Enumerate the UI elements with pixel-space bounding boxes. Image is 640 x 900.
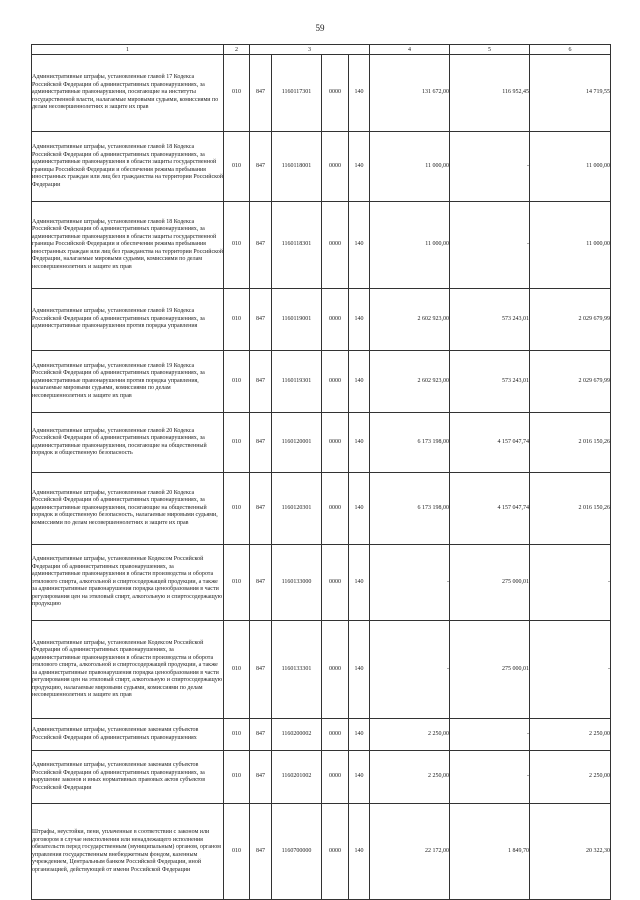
row-code-kbk: 1160201002: [272, 751, 322, 804]
row-plan-amount: 22 172,00: [370, 804, 450, 900]
row-plan-amount: 2 602 923,00: [370, 351, 450, 413]
row-description: Административные штрафы, установленные законами субъектов Российской Федерации об административных правонарушениях: [32, 719, 224, 751]
row-code-admin: 010: [224, 804, 250, 900]
row-code-sub: 0000: [322, 55, 349, 132]
row-remaining-amount: -: [530, 621, 611, 719]
table-row: [32, 351, 611, 413]
row-remaining-amount: 2 250,00: [530, 719, 611, 751]
row-code-admin: 010: [224, 202, 250, 289]
row-code-sub: 0000: [322, 132, 349, 202]
report-table: [31, 44, 611, 900]
row-executed-amount: -: [450, 132, 530, 202]
row-code-chapter: 847: [250, 413, 272, 473]
row-executed-amount: 573 243,01: [450, 351, 530, 413]
row-executed-amount: -: [450, 719, 530, 751]
row-code-admin: 010: [224, 751, 250, 804]
row-code-admin: 010: [224, 55, 250, 132]
row-remaining-amount: 11 000,00: [530, 202, 611, 289]
header-col-1: 1: [32, 45, 224, 55]
row-remaining-amount: 11 000,00: [530, 132, 611, 202]
header-col-5: 5: [450, 45, 530, 55]
row-code-kosgu: 140: [349, 289, 370, 351]
row-plan-amount: 2 250,00: [370, 751, 450, 804]
row-code-chapter: 847: [250, 804, 272, 900]
table-row: [32, 804, 611, 900]
row-code-kbk: 1160117301: [272, 55, 322, 132]
row-code-sub: 0000: [322, 545, 349, 621]
row-code-kbk: 1160133301: [272, 621, 322, 719]
row-code-admin: 010: [224, 621, 250, 719]
row-code-kbk: 1160119001: [272, 289, 322, 351]
row-plan-amount: 11 000,00: [370, 202, 450, 289]
row-description: Административные штрафы, установленные законами субъектов Российской Федерации об административных правонарушениях, за нарушение законов и иных нормативных правовых актов субъектов Российской Федерации: [32, 751, 224, 804]
row-code-admin: 010: [224, 545, 250, 621]
row-plan-amount: 2 250,00: [370, 719, 450, 751]
header-col-6: 6: [530, 45, 611, 55]
row-remaining-amount: 20 322,30: [530, 804, 611, 900]
row-remaining-amount: -: [530, 545, 611, 621]
row-code-admin: 010: [224, 473, 250, 545]
table-row: [32, 289, 611, 351]
row-description: Штрафы, неустойки, пени, уплаченные в соответствии с законом или договором в случае неисполнения или ненадлежащего исполнения обязательств перед государственным (муниципальным) органом, органом управления государственным внебюджетным фондом, казенным учреждением, Центральным банком Российской Федерации, иной организацией, действующей от имени Российской Федерации: [32, 804, 224, 900]
row-code-kbk: 1160120301: [272, 473, 322, 545]
table-row: [32, 473, 611, 545]
row-code-chapter: 847: [250, 351, 272, 413]
row-remaining-amount: 2 016 150,26: [530, 473, 611, 545]
row-description: Административные штрафы, установленные главой 20 Кодекса Российской Федерации об административных правонарушениях, за административные правонарушения, посягающие на общественный порядок и общественную безопасность, налагаемые мировыми судьями, комиссиями по делам несовершеннолетних и защите их прав: [32, 473, 224, 545]
table-row: [32, 719, 611, 751]
row-code-chapter: 847: [250, 55, 272, 132]
row-plan-amount: 131 672,00: [370, 55, 450, 132]
page-number: 59: [315, 23, 325, 33]
row-plan-amount: 2 602 923,00: [370, 289, 450, 351]
row-code-kosgu: 140: [349, 55, 370, 132]
table-body: [32, 55, 611, 900]
row-code-sub: 0000: [322, 804, 349, 900]
row-executed-amount: 275 000,01: [450, 621, 530, 719]
row-code-kbk: 1160118001: [272, 132, 322, 202]
row-code-admin: 010: [224, 289, 250, 351]
row-description: Административные штрафы, установленные главой 19 Кодекса Российской Федерации об административных правонарушениях, за административные правонарушения против порядка управления, налагаемые мировыми судьями, комиссиями по делам несовершеннолетних и защите их прав: [32, 351, 224, 413]
row-code-chapter: 847: [250, 202, 272, 289]
row-executed-amount: 573 243,01: [450, 289, 530, 351]
row-code-admin: 010: [224, 719, 250, 751]
table-row: [32, 621, 611, 719]
row-code-sub: 0000: [322, 413, 349, 473]
row-code-chapter: 847: [250, 545, 272, 621]
table-row: [32, 545, 611, 621]
row-description: Административные штрафы, установленные Кодексом Российской Федерации об административных правонарушениях, за административные правонарушения в области производства и оборота этилового спирта, алкогольной и спиртосодержащей продукции, а также за административные правонарушения порядка ценообразования в части регулирования цен на этиловый спирт, алкогольную и спиртосодержащую продукцию, налагаемые мировыми судьями, комиссиями по делам несовершеннолетних и защите их прав: [32, 621, 224, 719]
row-code-sub: 0000: [322, 751, 349, 804]
table-row: [32, 132, 611, 202]
row-code-kosgu: 140: [349, 413, 370, 473]
row-code-sub: 0000: [322, 473, 349, 545]
row-code-sub: 0000: [322, 289, 349, 351]
row-code-chapter: 847: [250, 132, 272, 202]
row-code-admin: 010: [224, 351, 250, 413]
row-plan-amount: -: [370, 545, 450, 621]
row-remaining-amount: 2 029 679,99: [530, 289, 611, 351]
row-code-kosgu: 140: [349, 719, 370, 751]
row-executed-amount: -: [450, 202, 530, 289]
header-col-4: 4: [370, 45, 450, 55]
row-code-kosgu: 140: [349, 751, 370, 804]
row-code-kbk: 1160119301: [272, 351, 322, 413]
row-code-chapter: 847: [250, 473, 272, 545]
row-code-admin: 010: [224, 413, 250, 473]
row-code-sub: 0000: [322, 351, 349, 413]
row-plan-amount: 6 173 198,00: [370, 473, 450, 545]
row-code-kosgu: 140: [349, 804, 370, 900]
row-executed-amount: 116 952,45: [450, 55, 530, 132]
table-row: [32, 751, 611, 804]
row-code-kosgu: 140: [349, 545, 370, 621]
row-executed-amount: 4 157 047,74: [450, 473, 530, 545]
row-code-kbk: 1160118301: [272, 202, 322, 289]
row-remaining-amount: 2 250,00: [530, 751, 611, 804]
row-plan-amount: -: [370, 621, 450, 719]
row-code-kbk: 1160133000: [272, 545, 322, 621]
row-code-kbk: 1160200002: [272, 719, 322, 751]
table-row: [32, 413, 611, 473]
row-code-chapter: 847: [250, 751, 272, 804]
row-description: Административные штрафы, установленные главой 19 Кодекса Российской Федерации об административных правонарушениях, за административные правонарушения против порядка управления: [32, 289, 224, 351]
row-remaining-amount: 14 719,55: [530, 55, 611, 132]
row-remaining-amount: 2 029 679,99: [530, 351, 611, 413]
table-row: [32, 55, 611, 132]
row-description: Административные штрафы, установленные главой 20 Кодекса Российской Федерации об административных правонарушениях, за административные правонарушения, посягающие на общественный порядок и общественную безопасность: [32, 413, 224, 473]
row-code-kosgu: 140: [349, 202, 370, 289]
row-plan-amount: 11 000,00: [370, 132, 450, 202]
row-code-admin: 010: [224, 132, 250, 202]
header-col-2: 2: [224, 45, 250, 55]
row-plan-amount: 6 173 198,00: [370, 413, 450, 473]
row-code-kbk: 1160700000: [272, 804, 322, 900]
row-executed-amount: 4 157 047,74: [450, 413, 530, 473]
row-code-kosgu: 140: [349, 132, 370, 202]
header-row: [32, 45, 611, 55]
row-description: Административные штрафы, установленные главой 18 Кодекса Российской Федерации об административных правонарушениях, за административные правонарушения в области защиты государственной границы Российской Федерации и обеспечения режима пребывания иностранных граждан или лиц без гражданства на территории Российской Федерации, налагаемые мировыми судьями, комиссиями по делам несовершеннолетних и защите их прав: [32, 202, 224, 289]
row-description: Административные штрафы, установленные Кодексом Российской Федерации об административных правонарушениях, за административные правонарушения в области производства и оборота этилового спирта, алкогольной и спиртосодержащей продукции, а также за административные правонарушения порядка ценообразования в части регулирования цен на этиловый спирт, алкогольную и спиртосодержащую продукцию: [32, 545, 224, 621]
row-executed-amount: 275 000,01: [450, 545, 530, 621]
row-code-chapter: 847: [250, 719, 272, 751]
row-code-kosgu: 140: [349, 351, 370, 413]
row-code-chapter: 847: [250, 621, 272, 719]
row-executed-amount: -: [450, 751, 530, 804]
row-remaining-amount: 2 016 150,26: [530, 413, 611, 473]
row-description: Административные штрафы, установленные главой 18 Кодекса Российской Федерации об административных правонарушениях, за административные правонарушения в области защиты государственной границы Российской Федерации и обеспечения режима пребывания иностранных граждан или лиц без гражданства на территории Российской Федерации: [32, 132, 224, 202]
row-code-sub: 0000: [322, 719, 349, 751]
row-code-kbk: 1160120001: [272, 413, 322, 473]
row-executed-amount: 1 849,70: [450, 804, 530, 900]
row-code-sub: 0000: [322, 202, 349, 289]
header-col-3: 3: [250, 45, 370, 55]
table-row: [32, 202, 611, 289]
row-code-kosgu: 140: [349, 473, 370, 545]
row-code-kosgu: 140: [349, 621, 370, 719]
row-code-sub: 0000: [322, 621, 349, 719]
row-code-chapter: 847: [250, 289, 272, 351]
row-description: Административные штрафы, установленные главой 17 Кодекса Российской Федерации об административных правонарушениях, за административные правонарушения, посягающие на институты государственной власти, налагаемые мировыми судьями, комиссиями по делам несовершеннолетних и защите их прав: [32, 55, 224, 132]
